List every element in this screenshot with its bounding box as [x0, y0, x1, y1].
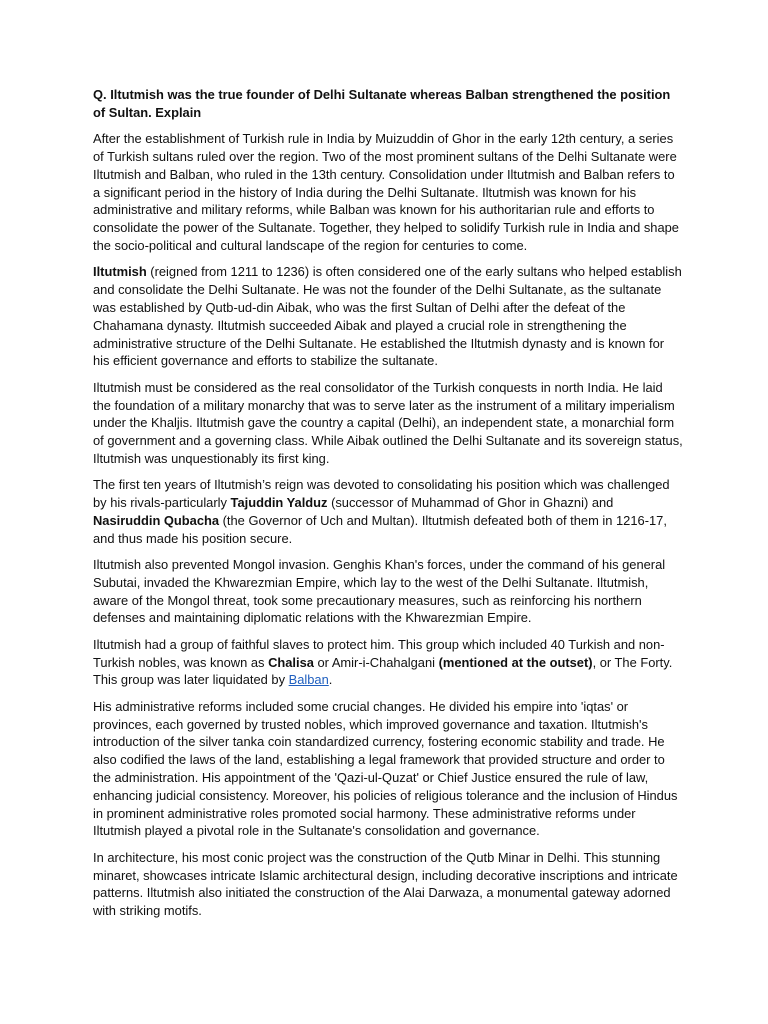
document-page [93, 86, 683, 929]
bold-term: Iltutmish [93, 264, 147, 280]
paragraph-text: or Amir-i-Chahalgani [313, 654, 439, 670]
paragraph-mongol-invasion: Iltutmish also prevented Mongol invasion. Genghis Khan's forces, under the command of his general Subutai, invaded the Khwarezmian Empire, which lay to the west of the Delhi Sultanate. Iltutmish, aware of the Mongol threat, took some precautionary measures, such as reinforcing his northern defenses and maintaining diplomatic relations with the Khwarezmian Empire. [93, 557, 666, 626]
question-heading: Q. Iltutmish was the true founder of Delhi Sultanate whereas Balban strengthened the position of Sultan. Explain [93, 87, 671, 120]
paragraph-text: , or The Forty. This group was later liquidated by [93, 654, 673, 688]
paragraph-text: . [328, 672, 333, 688]
bold-term: Tajuddin Yalduz [230, 495, 328, 511]
bold-term: Chalisa [268, 654, 314, 670]
bold-term: Nasiruddin Qubacha [93, 512, 220, 528]
paragraph-text: (successor of Muhammad of Ghor in Ghazni) and [327, 495, 614, 511]
balban-link[interactable]: Balban [288, 672, 329, 688]
paragraph-text: The first ten years of Iltutmish’s reign was devoted to consolidating his position which was challenged by his rivals-particularly [93, 477, 670, 511]
paragraph-administrative-reforms: His administrative reforms included some crucial changes. He divided his empire into 'iqtas' or provinces, each governed by trusted nobles, which improved governance and taxation. Iltutmish's introduction of the silver tanka coin standardized currency, fostering economic stability and trade. He also codified the laws of the land, establishing a legal framework that provided structure and order to the administration. His appointment of the 'Qazi-ul-Quzat' or Chief Justice ensured the rule of law, enhancing judicial consistency. Moreover, his policies of religious tolerance and the inclusion of Hindus in prominent administrative roles promoted social harmony. These administrative reforms under Iltutmish played a pivotal role in the Sultanate's consolidation and governance. [93, 698, 678, 839]
paragraph-chalisa [93, 636, 683, 689]
paragraph-architecture: In architecture, his most conic project was the construction of the Qutb Minar in Delhi. This stunning minaret, showcases intricate Islamic architectural design, including decorative inscriptions and intricate patterns. Iltutmish also initiated the construction of the Alai Darwaza, a monumental gateway adorned with striking motifs. [93, 849, 678, 919]
paragraph-text: (reigned from 1211 to 1236) is often considered one of the early sultans who helped establish and consolidate the Delhi Sultanate. He was not the founder of the Delhi Sultanate, as the sultanate was established by Qutb-ud-din Aibak, who was the first Sultan of Delhi after the defeat of the Chahamana dynasty. Iltutmish succeeded Aibak and played a crucial role in strengthening the administrative structure of the Delhi Sultanate. He established the Iltutmish dynasty and is known for his efficient governance and efforts to stabilize the sultanate. [93, 264, 682, 369]
bold-term: (mentioned at the outset) [438, 654, 593, 670]
paragraph-text: (the Governor of Uch and Multan). Iltutmish defeated both of them in 1216-17, and thus made his position secure. [93, 512, 667, 546]
paragraph-text: Iltutmish had a group of faithful slaves to protect him. This group which included 40 Turkish and non-Turkish nobles, was known as [93, 636, 665, 670]
paragraph-introduction: After the establishment of Turkish rule in India by Muizuddin of Ghor in the early 12th century, a series of Turkish sultans ruled over the region. Two of the most prominent sultans of the Delhi Sultanate were Iltutmish and Balban, who ruled in the 13th century. Consolidation under Iltutmish and Balban refers to a significant period in the history of India during the Delhi Sultanate. Iltutmish was known for his administrative and military reforms, while Balban was known for his authoritarian rule and efforts to consolidate the power of the Sultanate. Together, they helped to solidify Turkish rule in India and shape the socio-political and cultural landscape of the region for centuries to come. [93, 131, 679, 253]
paragraph-iltutmish-reign [93, 263, 683, 370]
paragraph-rivals [93, 476, 683, 547]
paragraph-consolidator: Iltutmish must be considered as the real consolidator of the Turkish conquests in north India. He laid the foundation of a military monarchy that was to serve later as the instrument of a military imperialism under the Khaljis. Iltutmish gave the country a capital (Delhi), an independent state, a monarchial form of government and a governing class. While Aibak outlined the Delhi Sultanate and its sovereign status, Iltutmish was unquestionably its first king. [93, 379, 683, 466]
